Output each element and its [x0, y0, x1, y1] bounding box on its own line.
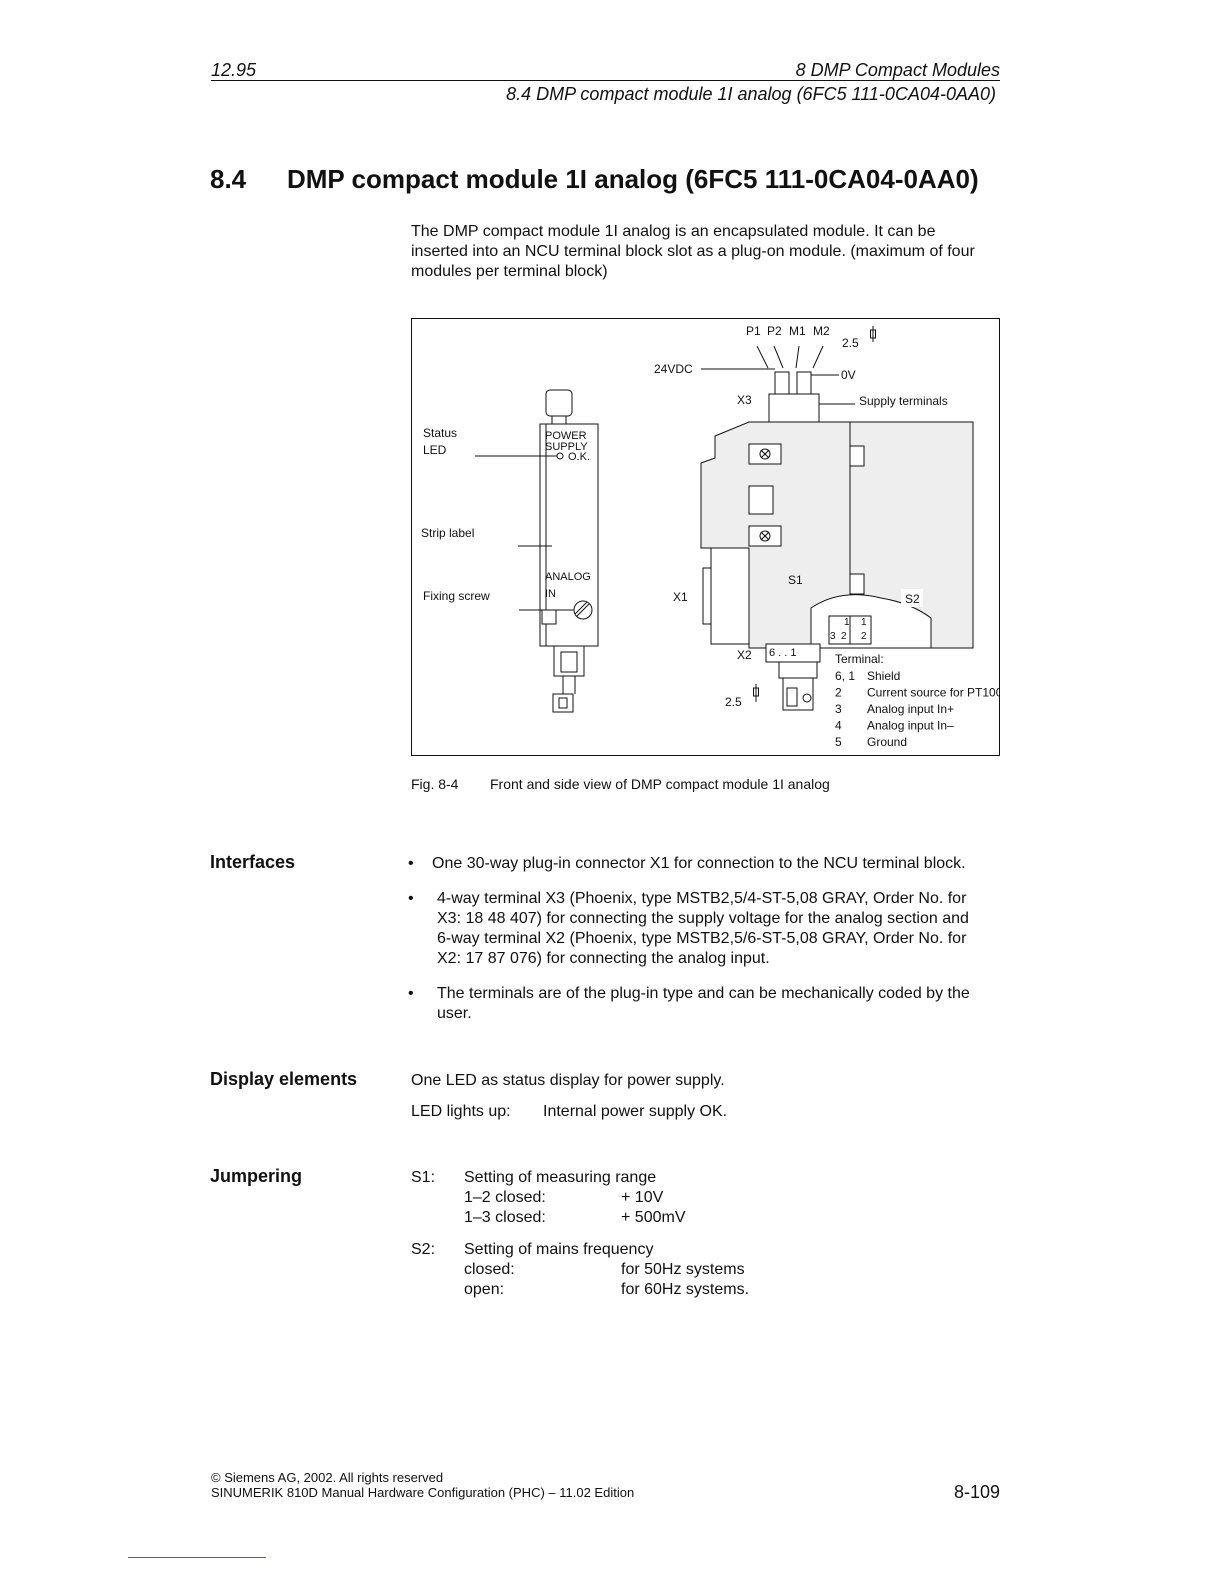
s1-row-value: + 10V: [621, 1189, 664, 1206]
label-status-led: LED: [423, 443, 447, 457]
label-supply: Supply terminals: [859, 394, 948, 408]
terminal-desc: Analog input In+: [867, 702, 955, 716]
caption-number: Fig. 8-4: [411, 776, 459, 792]
module-diagram: [411, 318, 1000, 756]
s1-row-label: 1–3 closed:: [464, 1209, 546, 1226]
bullet-icon: •: [408, 855, 414, 872]
pin-label: 1: [861, 617, 867, 628]
wire-m1: [796, 346, 799, 368]
label-m1: M1: [789, 324, 806, 338]
bullet-text: [437, 889, 1003, 969]
wire-p2: [774, 346, 783, 368]
pin-label: 3: [830, 631, 836, 642]
bullet-line: 4-way terminal X3 (Phoenix, type MSTB2,5/4-ST-5,08 GRAY, Order No. for: [437, 890, 967, 907]
analog-label: ANALOG: [545, 571, 591, 583]
figure-caption: [411, 776, 830, 792]
label-x3: X3: [737, 393, 752, 407]
interfaces-bullet: [408, 854, 1003, 874]
footer-link-rule: [128, 1557, 266, 1558]
terminal-desc: Current source for PT100: [867, 685, 1000, 700]
interfaces-bullet: [408, 984, 1003, 1024]
pin-label: 2: [861, 631, 867, 642]
pin-label: 1: [844, 617, 850, 628]
dimension-icon: [871, 326, 876, 342]
bullet-line: X3: 18 48 407) for connecting the supply voltage for the analog section and: [437, 910, 969, 927]
terminal-pin: 4: [835, 718, 842, 733]
label-status-led: Status: [423, 426, 458, 440]
s1-title: Setting of measuring range: [464, 1169, 657, 1186]
bullet-line: X2: 17 87 076) for connecting the analog input.: [437, 950, 770, 967]
label-p2: P2: [767, 324, 782, 338]
header-section-ref: 8.4 DMP compact module 1I analog (6FC5 111-0CA04-0AA0): [506, 84, 996, 104]
interfaces-heading: Interfaces: [210, 852, 296, 872]
intro-line: The DMP compact module 1I analog is an encapsulated module. It can be: [411, 223, 936, 240]
s1-row-value: + 500mV: [621, 1209, 686, 1226]
bullet-line: 6-way terminal X2 (Phoenix, type MSTB2,5/6-ST-5,08 GRAY, Order No. for: [437, 930, 967, 947]
interfaces-bullet: [408, 889, 1003, 969]
label-x1: X1: [673, 590, 688, 604]
power-label: SUPPLY: [545, 441, 588, 453]
jumpering-heading: Jumpering: [210, 1166, 303, 1186]
label-x2: X2: [737, 648, 752, 662]
terminal-pin: 2: [835, 685, 842, 700]
bullet-line: user.: [437, 1005, 472, 1022]
intro-line: inserted into an NCU terminal block slot as a plug-on module. (maximum of four: [411, 243, 975, 260]
clip: [850, 446, 864, 466]
terminal-desc: Shield: [867, 669, 901, 683]
wire-p1: [757, 346, 768, 368]
bullet-text: One 30-way plug-in connector X1 for connection to the NCU terminal block.: [432, 855, 966, 872]
x1-connector: [711, 548, 749, 644]
dimension-icon: [754, 684, 759, 702]
label-fixing: Fixing screw: [423, 589, 490, 603]
bullet-line: The terminals are of the plug-in type and can be mechanically coded by the: [437, 985, 970, 1002]
s2-title: Setting of mains frequency: [464, 1241, 654, 1258]
module-figure: [411, 318, 1000, 756]
label-s1: S1: [788, 573, 803, 587]
x3-connector: [769, 394, 819, 422]
wire-m2: [813, 346, 823, 368]
label-s2: S2: [905, 592, 920, 606]
front-knob: [546, 390, 572, 416]
pin-label: 2: [841, 631, 847, 642]
label-strip: Strip label: [421, 526, 475, 540]
s2-row-label: open:: [464, 1281, 505, 1298]
label-size-top: 2.5: [842, 336, 859, 350]
footer-copyright: © Siemens AG, 2002. All rights reserved: [211, 1470, 444, 1485]
header-date: 12.95: [211, 60, 257, 80]
led-value: Internal power supply OK.: [543, 1103, 728, 1120]
s2-row-label: closed:: [464, 1261, 515, 1278]
footer-manual: SINUMERIK 810D Manual Hardware Configuration (PHC) – 11.02 Edition: [211, 1485, 635, 1500]
power-label: O.K.: [568, 451, 591, 463]
terminal-desc: Ground: [867, 735, 908, 749]
label-24vdc: 24VDC: [654, 362, 693, 376]
header-chapter: 8 DMP Compact Modules: [795, 60, 1000, 80]
analog-label: IN: [545, 588, 556, 600]
terminal-pin: 5: [835, 735, 842, 749]
s2-row-value: for 50Hz systems: [621, 1261, 745, 1278]
bullet-text: [437, 984, 1003, 1024]
intro-paragraph: [411, 222, 1003, 282]
intro-line: modules per terminal block): [411, 263, 608, 280]
terminal-title: Terminal:: [835, 652, 884, 666]
terminal-desc: Analog input In–: [867, 718, 954, 733]
s2-row-value: for 60Hz systems.: [621, 1281, 750, 1298]
s1-label: S1:: [411, 1169, 436, 1186]
label-p1: P1: [746, 324, 761, 338]
terminal-legend: [835, 669, 1000, 749]
x3-plug: [797, 372, 811, 394]
terminal-pin: 6, 1: [835, 669, 856, 683]
caption-text: Front and side view of DMP compact module 1I analog: [490, 776, 830, 792]
bullet-icon: •: [408, 890, 414, 907]
x3-plug: [775, 372, 789, 394]
label-size-bottom: 2.5: [725, 695, 742, 709]
clip: [850, 574, 864, 594]
label-0v: 0V: [841, 368, 856, 382]
s2-label: S2:: [411, 1241, 436, 1258]
display-heading: Display elements: [210, 1069, 358, 1089]
page-number: 8-109: [953, 1482, 1000, 1502]
terminal-pin: 3: [835, 702, 842, 716]
power-label: POWER: [545, 430, 587, 442]
s1-row-label: 1–2 closed:: [464, 1189, 546, 1206]
x2-pins: 6 . . 1: [769, 647, 797, 659]
led-label: LED lights up:: [411, 1103, 511, 1120]
display-line: One LED as status display for power supply.: [411, 1072, 725, 1089]
bullet-icon: •: [408, 985, 414, 1002]
section-title: DMP compact module 1I analog (6FC5 111-0CA04-0AA0): [287, 164, 979, 194]
section-number: 8.4: [210, 164, 247, 194]
label-m2: M2: [813, 324, 830, 338]
header-rule: [211, 80, 1000, 81]
